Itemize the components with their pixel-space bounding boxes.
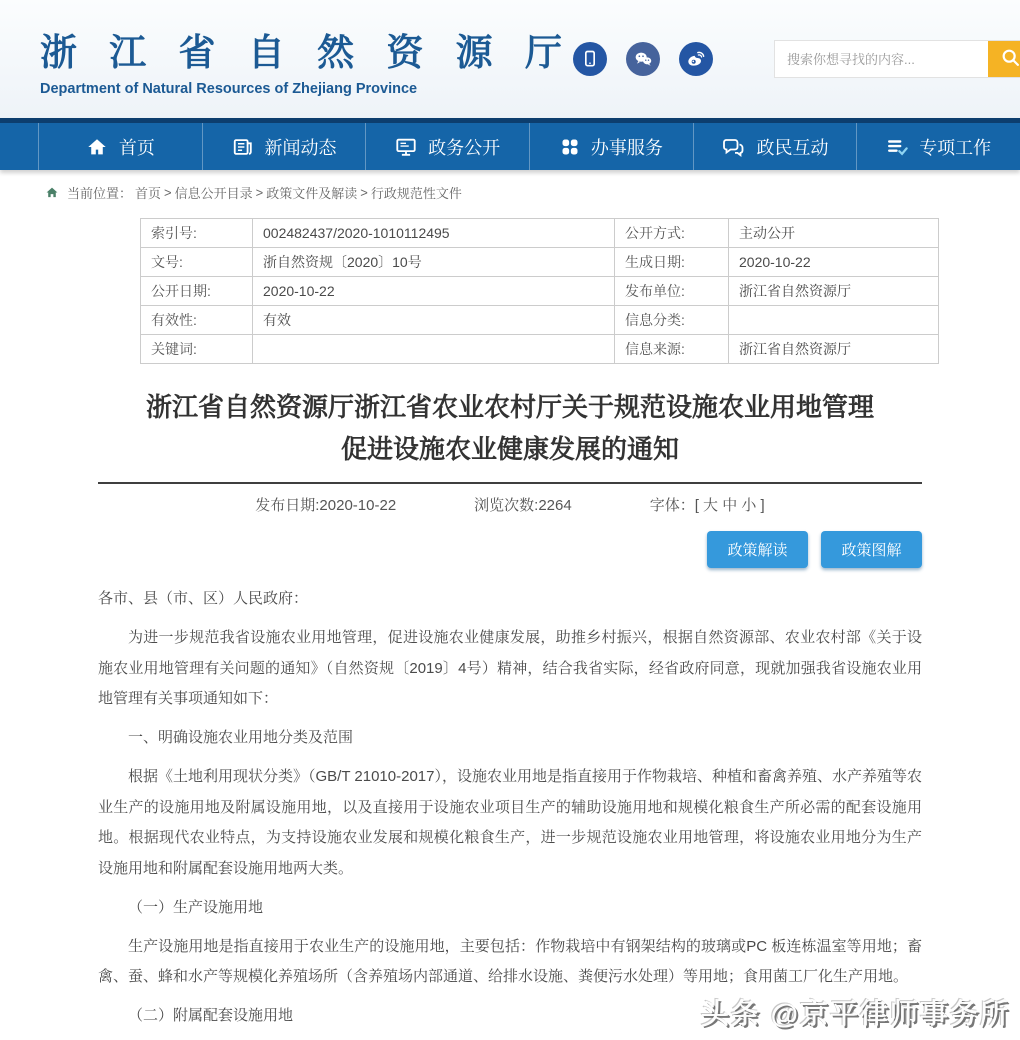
main-nav bbox=[0, 118, 1020, 170]
chat-icon bbox=[722, 135, 746, 159]
site-header bbox=[0, 0, 1020, 118]
nav-label: 首页 bbox=[118, 137, 155, 158]
title-line-2: 促进设施农业健康发展的通知 bbox=[340, 434, 679, 465]
paragraph-1-1: 生产设施用地是指直接用于农业生产的设施用地，主要包括：作物栽培中有钢架结构的玻璃或PC 板连栋温室等用地；畜禽、蚕、蜂和水产等规模化养殖场所（含养殖场内部通道、给排水设施、粪便污水处理）等用地；食用菌工厂化生产用地。 bbox=[98, 937, 922, 986]
doc-info-label: 发布单位: bbox=[615, 277, 729, 306]
salutation: 各市、县（市、区）人民政府： bbox=[98, 590, 309, 608]
nav-label: 新闻动态 bbox=[264, 137, 337, 158]
doc-info-label: 索引号: bbox=[141, 219, 253, 248]
header-tools bbox=[573, 40, 1020, 78]
news-icon bbox=[232, 136, 254, 158]
section-heading-1: 一、明确设施农业用地分类及范围 bbox=[128, 729, 354, 747]
article-meta bbox=[0, 494, 1020, 515]
nav-label: 政民互动 bbox=[756, 137, 829, 158]
doc-info-value: 2020-10-22 bbox=[253, 277, 615, 306]
search-bar bbox=[774, 40, 1020, 78]
wechat-icon[interactable] bbox=[626, 42, 660, 76]
doc-info-value: 浙自然资规〔2020〕10号 bbox=[253, 248, 615, 277]
breadcrumb-item-home[interactable]: 首页 bbox=[135, 186, 162, 201]
breadcrumb-separator: > bbox=[360, 185, 368, 200]
doc-info-value bbox=[253, 335, 615, 364]
site-logo[interactable] bbox=[40, 22, 573, 97]
doc-info-label: 信息分类: bbox=[615, 306, 729, 335]
doc-info-value: 浙江省自然资源厅 bbox=[729, 277, 939, 306]
table-row bbox=[141, 248, 939, 277]
doc-info-label: 文号: bbox=[141, 248, 253, 277]
breadcrumb-home-icon bbox=[45, 186, 59, 199]
doc-info-value: 有效 bbox=[253, 306, 615, 335]
nav-label: 政务公开 bbox=[428, 137, 501, 158]
breadcrumb-item-normative-docs[interactable]: 行政规范性文件 bbox=[370, 186, 462, 201]
breadcrumb-separator: > bbox=[255, 185, 264, 200]
search-input[interactable] bbox=[775, 41, 988, 77]
action-buttons bbox=[98, 531, 922, 568]
breadcrumb-item-info-catalog[interactable]: 信息公开目录 bbox=[174, 186, 253, 201]
doc-info-label: 公开方式: bbox=[615, 219, 729, 248]
doc-info-value: 浙江省自然资源厅 bbox=[729, 335, 939, 364]
breadcrumb-label: 当前位置： bbox=[67, 186, 133, 201]
nav-item-news[interactable] bbox=[202, 123, 366, 170]
doc-info-label: 信息来源: bbox=[615, 335, 729, 364]
publish-date: 发布日期:2020-10-22 bbox=[255, 497, 397, 515]
paragraph-intro: 为进一步规范我省设施农业用地管理，促进设施农业健康发展，助推乡村振兴，根据自然资源部、农业农村部《关于设施农业用地管理有关问题的通知》（自然资规〔2019〕4号）精神，结合我省实际，经省政府同意，现就加强我省设施农业用地管理有关事项通知如下： bbox=[98, 628, 922, 708]
doc-info-value: 002482437/2020-1010112495 bbox=[253, 219, 615, 248]
policy-interpretation-button[interactable]: 政策解读 bbox=[707, 531, 808, 568]
nav-item-home[interactable] bbox=[38, 123, 202, 170]
nav-item-special-work[interactable] bbox=[856, 123, 1020, 170]
watermark: 头条 @京平律师事务所 bbox=[700, 998, 1010, 1029]
table-row bbox=[141, 219, 939, 248]
doc-info-label: 关键词: bbox=[141, 335, 253, 364]
search-button[interactable] bbox=[988, 41, 1020, 77]
nav-item-interaction[interactable] bbox=[693, 123, 857, 170]
doc-info-value: 主动公开 bbox=[729, 219, 939, 248]
breadcrumb-item-policy-docs[interactable]: 政策文件及解读 bbox=[266, 186, 358, 201]
policy-graphic-button[interactable]: 政策图解 bbox=[821, 531, 922, 568]
doc-info-label: 生成日期: bbox=[615, 248, 729, 277]
mobile-icon[interactable] bbox=[573, 42, 607, 76]
checklist-icon bbox=[886, 136, 908, 158]
weibo-icon[interactable] bbox=[679, 42, 713, 76]
monitor-icon bbox=[395, 136, 417, 158]
title-divider bbox=[98, 482, 922, 484]
doc-info-label: 公开日期: bbox=[141, 277, 253, 306]
nav-label: 专项工作 bbox=[919, 137, 992, 158]
breadcrumb bbox=[0, 170, 1020, 214]
doc-info-value: 2020-10-22 bbox=[729, 248, 939, 277]
section-heading-1-2: （二）附属配套设施用地 bbox=[128, 1007, 294, 1025]
site-subtitle: Department of Natural Resources of Zhejiang Province bbox=[40, 80, 418, 97]
view-count: 浏览次数:2264 bbox=[474, 497, 572, 515]
doc-info-label: 有效性: bbox=[141, 306, 253, 335]
table-row bbox=[141, 277, 939, 306]
article-body bbox=[98, 584, 922, 1032]
section-heading-1-1: （一）生产设施用地 bbox=[128, 898, 264, 916]
nav-label: 办事服务 bbox=[590, 137, 663, 158]
page-title bbox=[0, 386, 1020, 470]
site-title: 浙 江 省 自 然 资 源 厅 bbox=[40, 31, 573, 73]
doc-info-table bbox=[140, 218, 939, 364]
doc-info-value bbox=[729, 306, 939, 335]
nav-item-gov-info[interactable] bbox=[365, 123, 529, 170]
breadcrumb-separator: > bbox=[164, 185, 172, 200]
paragraph-1: 根据《土地利用现状分类》（GB/T 21010-2017），设施农业用地是指直接用于作物栽培、种植和畜禽养殖、水产养殖等农业生产的设施用地及附属设施用地，以及直接用于设施农业项目生产的辅助设施用地和规模化粮食生产所必需的配套设施用地。根据现代农业特点，为支持设施农业发展和规模化粮食生产，进一步规范设施农业用地管理，将设施农业用地分为生产设施用地和附属配套设施用地两大类。 bbox=[98, 767, 922, 878]
title-line-1: 浙江省自然资源厅浙江省农业农村厅关于规范设施农业用地管理 bbox=[145, 392, 874, 422]
search-icon bbox=[1000, 47, 1020, 72]
nav-item-services[interactable] bbox=[529, 123, 693, 170]
font-size-control[interactable]: 字体：[ 大 中 小 ] bbox=[649, 497, 765, 515]
home-icon bbox=[86, 136, 108, 158]
table-row bbox=[141, 335, 939, 364]
table-row bbox=[141, 306, 939, 335]
grid-icon bbox=[560, 137, 580, 157]
